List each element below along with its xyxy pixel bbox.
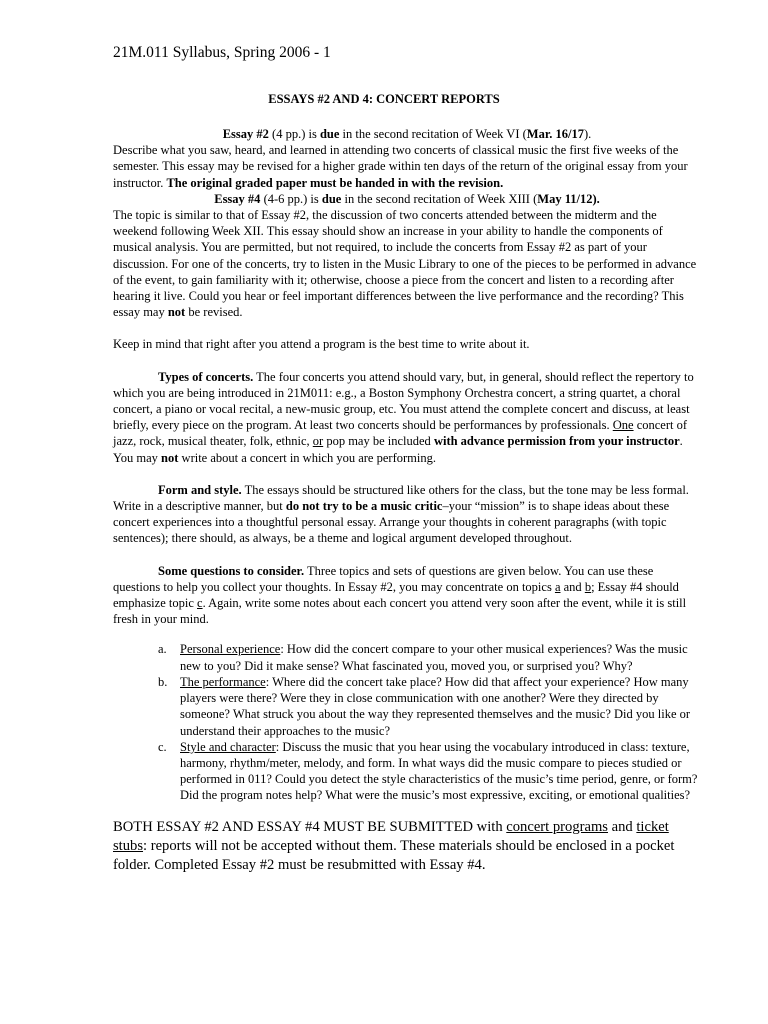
types-heading: Types of concerts. — [158, 369, 254, 384]
essay4-when: in the second recitation of Week XIII ( — [341, 191, 538, 206]
essay2-close: ). — [583, 127, 592, 141]
types-text4: . You may — [113, 434, 683, 465]
form-critic: do not try to be a music critic — [285, 499, 443, 514]
final-text1: BOTH ESSAY #2 AND ESSAY #4 MUST BE SUBMITTED with — [113, 818, 507, 835]
questions-heading: Some questions to consider. — [158, 563, 305, 578]
questions-text3: . Again, write some notes about each concert you attend very soon after the event, while it is still fresh in your mind. — [113, 596, 687, 627]
submission-requirements — [113, 818, 701, 875]
questions-text2: ; Essay #4 should emphasize topic — [113, 579, 679, 611]
types-text3: pop may be included — [323, 434, 434, 449]
form-text1: The essays should be structured like others for the class, but the tone may be less formal. Write in a descriptive manner, but — [113, 482, 689, 514]
types-or: or — [312, 434, 324, 449]
essay2-pages: (4 pp.) is — [268, 127, 320, 141]
final-concert-programs: concert programs — [506, 818, 608, 835]
types-permission: with advance permission from your instructor — [433, 434, 680, 449]
list-item-label: a. — [158, 642, 167, 657]
final-ticket-stubs: ticket stubs — [113, 818, 669, 854]
list-item — [158, 739, 701, 804]
essay2-desc: Describe what you saw, heard, and learned in attending two concerts of classical music the first five weeks of the semester. This essay may be revised for a higher grade within ten days of the return of the original essay from your instructor. — [113, 143, 688, 190]
essay4-not: not — [167, 305, 186, 320]
list-item-topic: Style and character — [180, 739, 276, 754]
list-item-text: : Where did the concert take place? How did that affect your experience? How many players were there? Were they in close communication with one another? Were they directed by someone? What struck you about the way they represented themselves and the music? Did you like or understand their approaches to the music? — [180, 674, 691, 738]
essay4-due-line — [113, 191, 701, 207]
essay2-due-line — [113, 126, 701, 142]
keep-in-mind-paragraph: Keep in mind that right after you attend a program is the best time to write about it. — [113, 337, 530, 352]
types-text2: concert of jazz, rock, musical theater, folk, ethnic, — [113, 418, 688, 449]
list-item-label: b. — [158, 674, 168, 689]
essay4-pages: (4-6 pp.) is — [260, 191, 322, 206]
essay2-label: Essay #2 — [222, 127, 269, 141]
form-text2: –your “mission” is to shape ideas about these concert experiences into a thoughtful personal essay. Arrange your thoughts in coherent paragraphs (with topic sentences); there should, as always, be a theme and logical argument developed throughout. — [113, 499, 670, 546]
questions-topic-c: c — [197, 596, 203, 611]
essay2-description — [113, 142, 701, 191]
list-item — [158, 674, 701, 739]
question-list — [113, 641, 701, 803]
form-paragraph — [113, 482, 701, 547]
form-heading: Form and style. — [158, 482, 242, 497]
list-item-topic: Personal experience — [180, 642, 281, 657]
list-item-text: : How did the concert compare to your other musical experiences? Was the music new to you? Did it make sense? What fascinated you, moved you, or surprised you? Why? — [180, 642, 688, 673]
essay4-end: be revised. — [185, 305, 243, 320]
list-item — [158, 641, 701, 673]
essay2-date: Mar. 16/17 — [526, 127, 584, 141]
essay4-description — [113, 207, 701, 320]
questions-topic-a: a — [554, 579, 561, 594]
essay2-revision-note: The original graded paper must be handed in with the revision. — [166, 175, 504, 190]
essay4-due: due — [321, 191, 342, 206]
final-and: and — [608, 818, 637, 835]
types-text5: write about a concert in which you are performing. — [178, 450, 436, 465]
essay2-due: due — [319, 127, 340, 141]
page-header: 21M.011 Syllabus, Spring 2006 - 1 — [113, 44, 331, 61]
types-paragraph — [113, 369, 701, 466]
list-item-label: c. — [158, 739, 167, 754]
final-text2: : reports will not be accepted without them. These materials should be enclosed in a pocket folder. Completed Essay #2 must be resubmitted with Essay #4. — [113, 837, 675, 873]
types-text1: The four concerts you attend should vary, but, in general, should reflect the repertory to which you are being introduced in 21M011: e.g., a Boston Symphony Orchestra concert, a string quartet, a choral concert, a piano or vocal recital, a new-music group, etc. You must attend the complete concert and discuss, at least briefly, every piece on the program. At least two concerts should be performances by professionals. — [113, 369, 694, 433]
questions-text1: Three topics and sets of questions are given below. You can use these questions to help you collect your thoughts. In Essay #2, you may concentrate on topics — [113, 563, 654, 594]
questions-and: and — [560, 579, 585, 594]
document-title: ESSAYS #2 AND 4: CONCERT REPORTS — [268, 92, 500, 106]
essay2-when: in the second recitation of Week VI ( — [339, 127, 527, 141]
essay4-label: Essay #4 — [214, 191, 261, 206]
essay4-date: May 11/12). — [537, 191, 600, 206]
questions-topic-b: b — [584, 579, 592, 594]
questions-paragraph — [113, 563, 701, 628]
types-one: One — [612, 418, 634, 433]
types-not: not — [161, 450, 179, 465]
essay4-desc: The topic is similar to that of Essay #2, the discussion of two concerts attended between the midterm and the weekend following Week XII. This essay should show an increase in your ability to handle the components of musical analysis. You are permitted, but not required, to include the concerts from Essay #2 as part of your discussion. For one of the concerts, try to listen in the Music Library to one of the pieces to be performed in advance of the event, to gain familiarity with it; otherwise, choose a piece from the concert and listen to a recording after hearing it live. Could you hear or feel important differences between the live performance and the recording? This essay may — [113, 208, 697, 320]
document-body — [113, 126, 701, 875]
list-item-topic: The performance — [180, 674, 266, 689]
list-item-text: : Discuss the music that you hear using the vocabulary introduced in class: texture, harmony, rhythm/meter, melody, and form. In what ways did the music compare to pieces studied or performed in 011? Could you detect the style characteristics of the music’s time period, genre, or form? Did the program notes help? What were the music’s most expressive, exciting, or emotional qualities? — [180, 739, 698, 803]
